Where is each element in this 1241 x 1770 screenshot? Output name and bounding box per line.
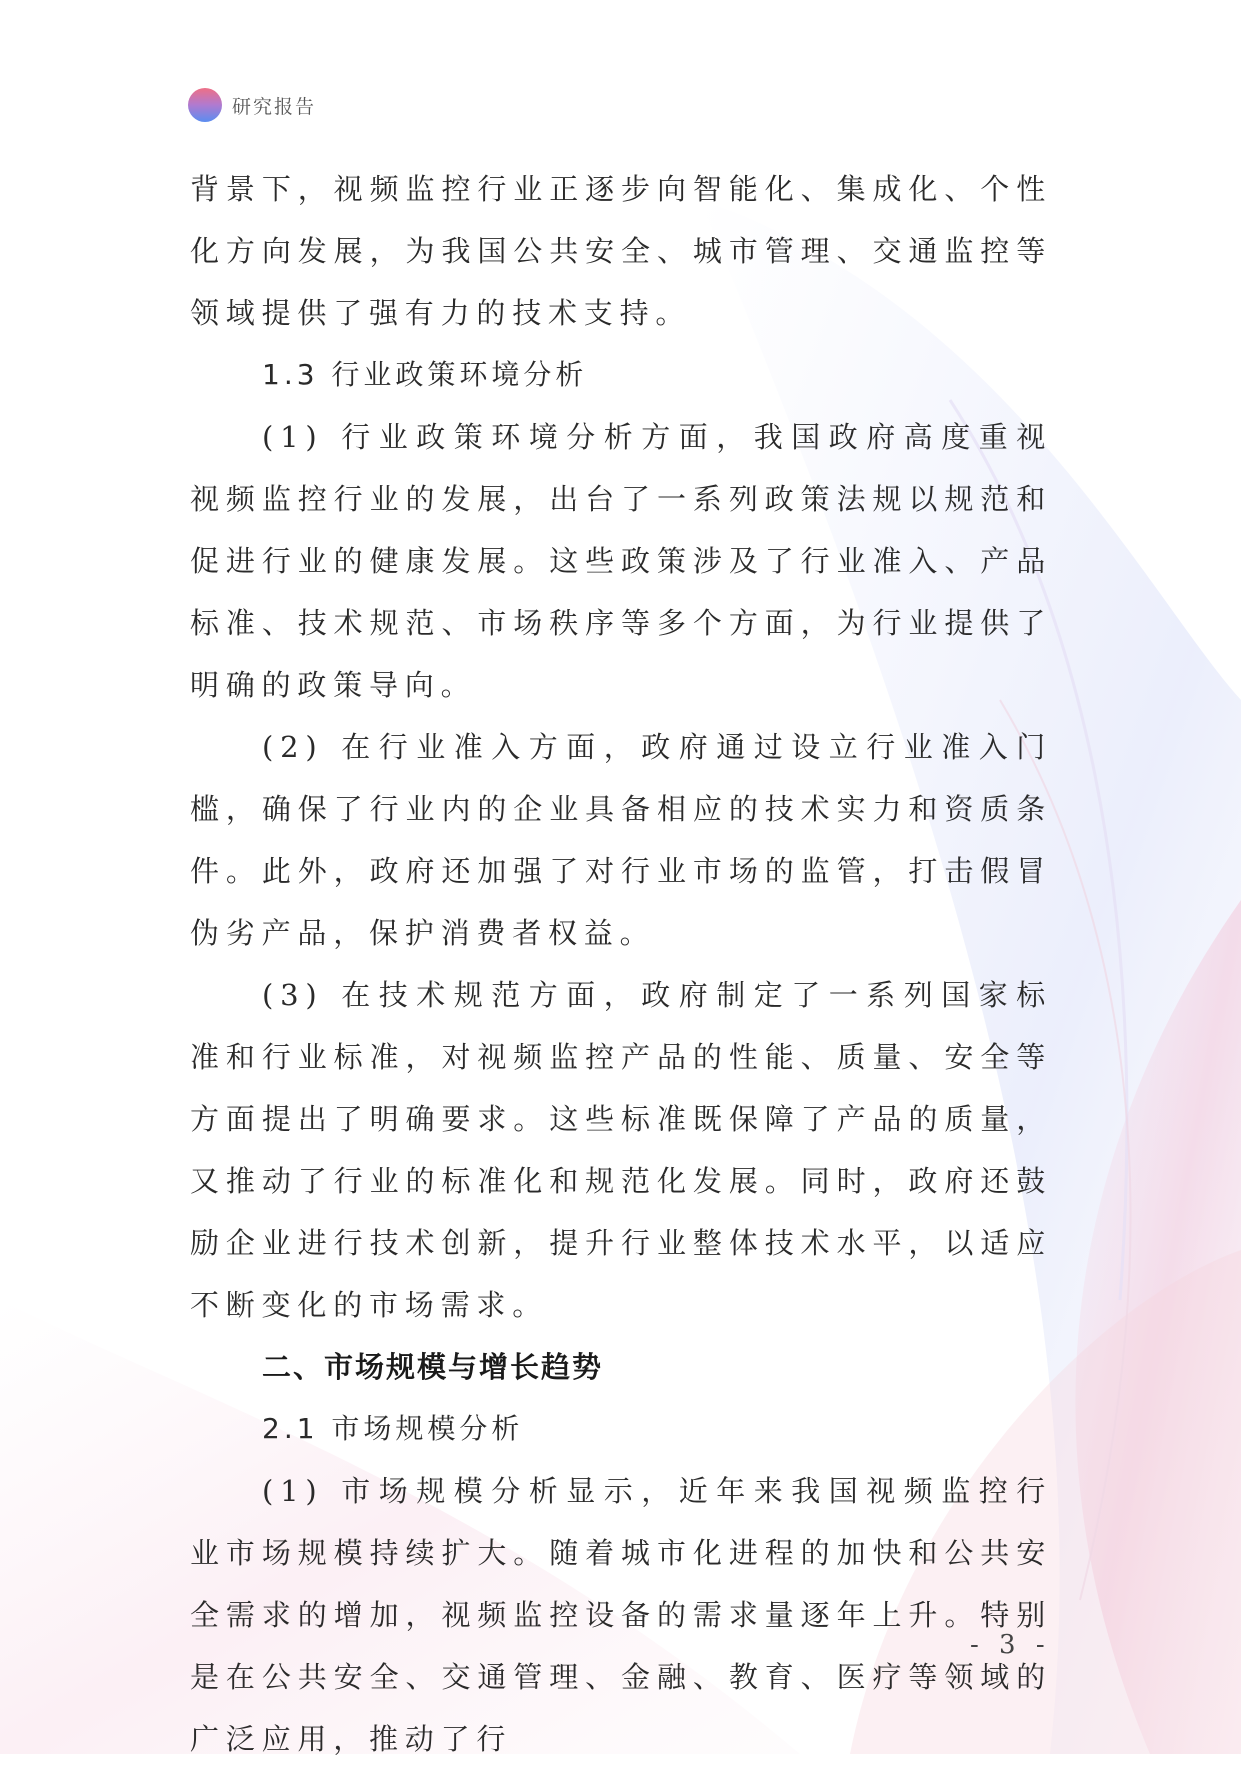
paragraph-intro: 背景下，视频监控行业正逐步向智能化、集成化、个性化方向发展，为我国公共安全、城市管理、交通监控等领域提供了强有力的技术支持。	[190, 172, 1052, 330]
chapter-heading-2: 二、市场规模与增长趋势	[262, 1350, 604, 1384]
paragraph-1-3-3: (3) 在技术规范方面，政府制定了一系列国家标准和行业标准，对视频监控产品的性能、质量、安全等方面提出了明确要求。这些标准既保障了产品的质量，又推动了行业的标准化和规范化发展。同时，政府还鼓励企业进行技术创新，提升行业整体技术水平，以适应不断变化的市场需求。	[190, 978, 1052, 1322]
section-heading-2-1: 2.1 市场规模分析	[262, 1412, 524, 1445]
section-heading-1-3: 1.3 行业政策环境分析	[262, 358, 588, 391]
page-header	[188, 88, 316, 122]
document-body	[190, 158, 1052, 1770]
page-number: - 3 -	[970, 1630, 1051, 1660]
header-title: 研究报告	[232, 95, 317, 118]
paragraph-2-1-1: (1) 市场规模分析显示，近年来我国视频监控行业市场规模持续扩大。随着城市化进程的加快和公共安全需求的增加，视频监控设备的需求量逐年上升。特别是在公共安全、交通管理、金融、教育、医疗等领域的广泛应用，推动了行	[190, 1474, 1052, 1756]
report-logo-icon	[188, 88, 222, 122]
paragraph-1-3-1: (1) 行业政策环境分析方面，我国政府高度重视视频监控行业的发展，出台了一系列政策法规以规范和促进行业的健康发展。这些政策涉及了行业准入、产品标准、技术规范、市场秩序等多个方面，为行业提供了明确的政策导向。	[190, 420, 1052, 702]
paragraph-1-3-2: (2) 在行业准入方面，政府通过设立行业准入门槛，确保了行业内的企业具备相应的技术实力和资质条件。此外，政府还加强了对行业市场的监管，打击假冒伪劣产品，保护消费者权益。	[190, 730, 1052, 950]
